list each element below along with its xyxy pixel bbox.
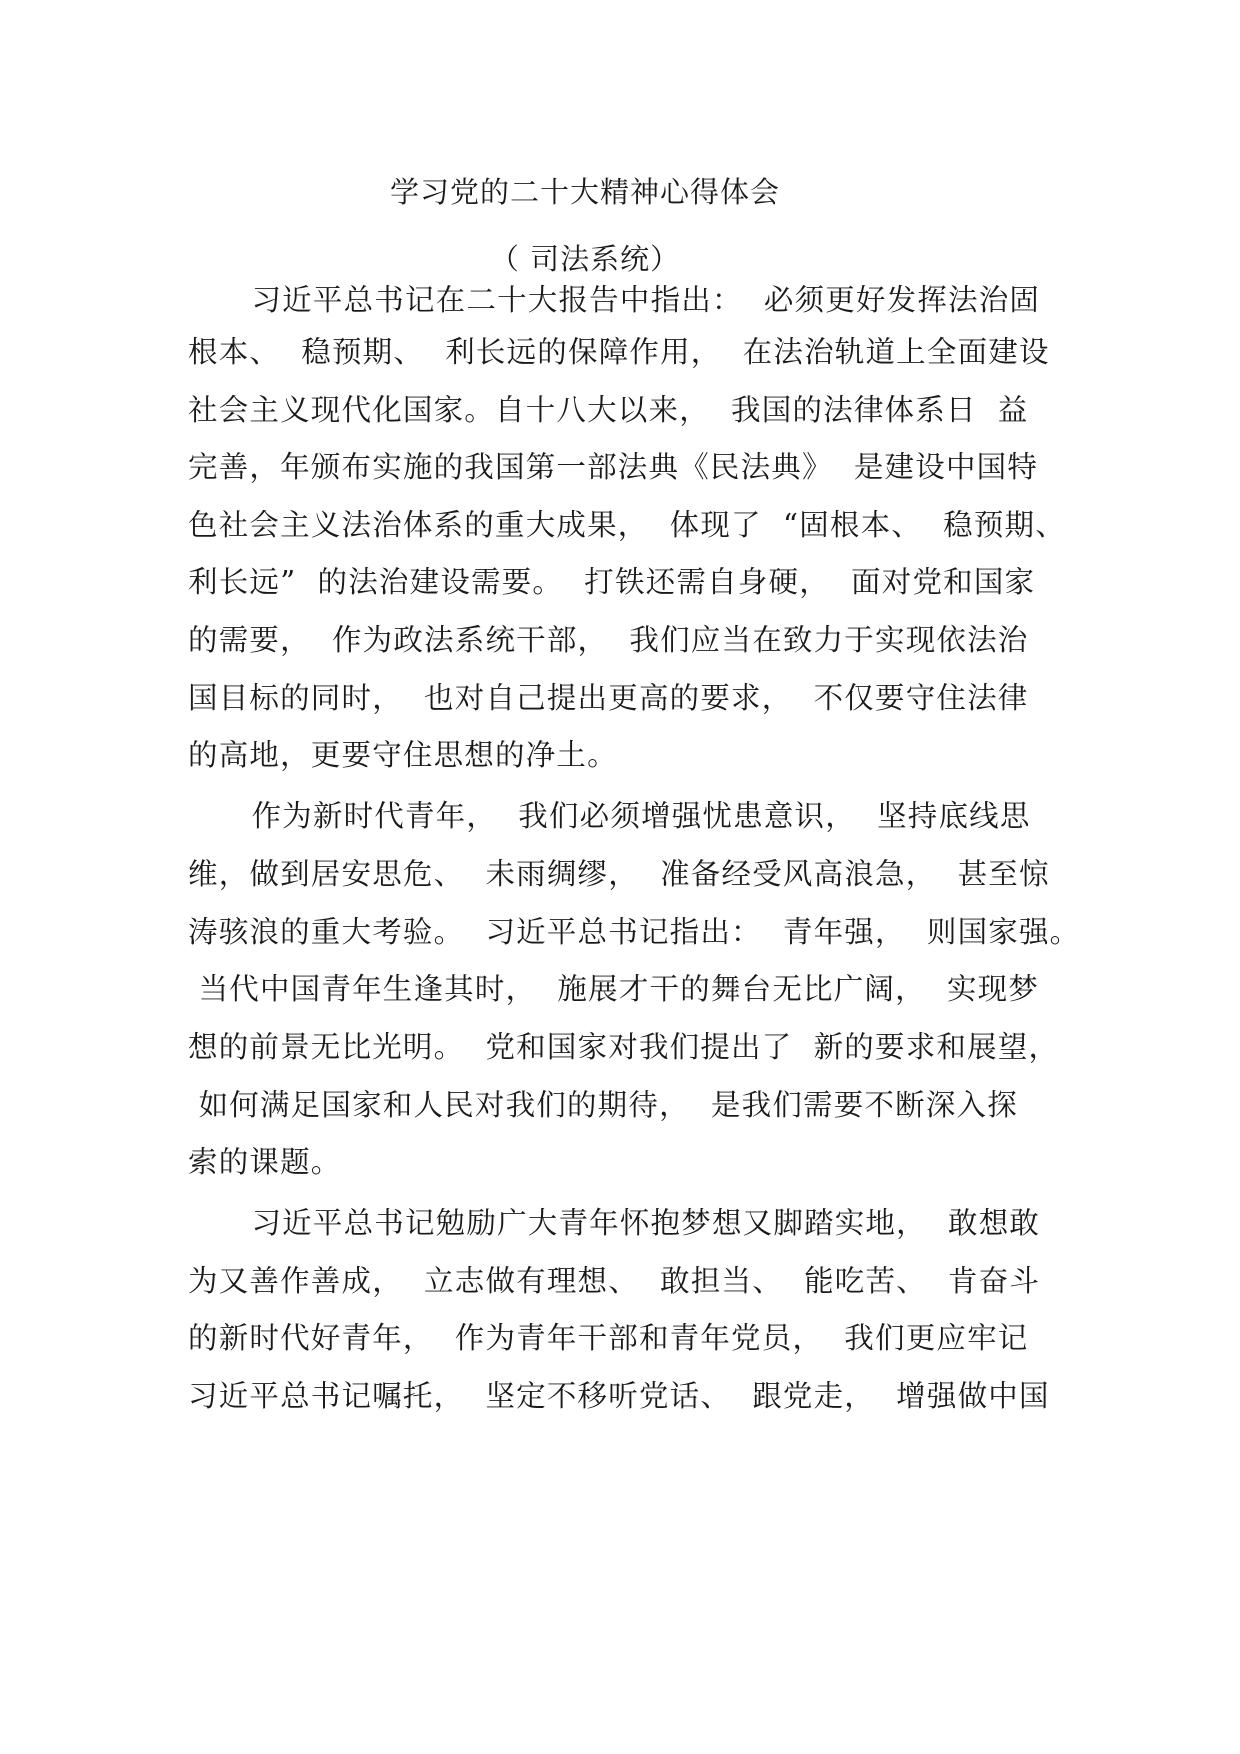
- body-line: 社会主义现代化国家。自十八大以来， 我国的法律体系日 益: [188, 393, 1029, 427]
- body-line: 完善，年颁布实施的我国第一部法典《民法典》 是建设中国特: [188, 450, 1039, 484]
- body-line: 想的前景无比光明。 党和国家对我们提出了 新的要求和展望，: [188, 1030, 1060, 1064]
- body-line: 利长远” 的法治建设需要。 打铁还需自身硬， 面对党和国家: [188, 565, 1036, 599]
- body-line: 习近平总书记嘱托， 坚定不移听党话、 跟党走， 增强做中国: [188, 1379, 1050, 1413]
- body-line: 索的课题。: [188, 1145, 342, 1179]
- body-line: 根本、 稳预期、 利长远的保障作用， 在法治轨道上全面建设: [188, 335, 1050, 369]
- body-line: 为又善作善成， 立志做有理想、 敢担当、 能吃苦、 肯奋斗: [188, 1264, 1041, 1298]
- body-line: 的新时代好青年， 作为青年干部和青年党员， 我们更应牢记: [188, 1321, 1029, 1355]
- body-line: 如何满足国家和人民对我们的期待， 是我们需要不断深入探: [188, 1088, 1018, 1122]
- body-line: 维，做到居安思危、 未雨绸缪， 准备经受风高浪急， 甚至惊: [188, 857, 1050, 891]
- body-line: 的高地，更要守住思想的净土。: [188, 738, 618, 772]
- body-line: 习近平总书记在二十大报告中指出： 必须更好发挥法治固: [188, 283, 1041, 317]
- body-line: 习近平总书记勉励广大青年怀抱梦想又脚踏实地， 敢想敢: [188, 1206, 1041, 1240]
- body-line: 的需要， 作为政法系统干部， 我们应当在致力于实现依法治: [188, 623, 1029, 657]
- body-line: 国目标的同时， 也对自己提出更高的要求， 不仅要守住法律: [188, 681, 1029, 715]
- document-subtitle: （ 司法系统）: [489, 242, 681, 276]
- document-title: 学习党的二十大精神心得体会: [389, 175, 780, 209]
- body-line: 涛骇浪的重大考验。 习近平总书记指出： 青年强， 则国家强。: [188, 915, 1081, 949]
- body-line: 当代中国青年生逢其时， 施展才干的舞台无比广阔， 实现梦: [188, 972, 1040, 1006]
- body-line: 作为新时代青年， 我们必须增强忧患意识， 坚持底线思: [188, 799, 1031, 833]
- body-line: 色社会主义法治体系的重大成果， 体现了 “固根本、 稳预期、: [188, 508, 1066, 542]
